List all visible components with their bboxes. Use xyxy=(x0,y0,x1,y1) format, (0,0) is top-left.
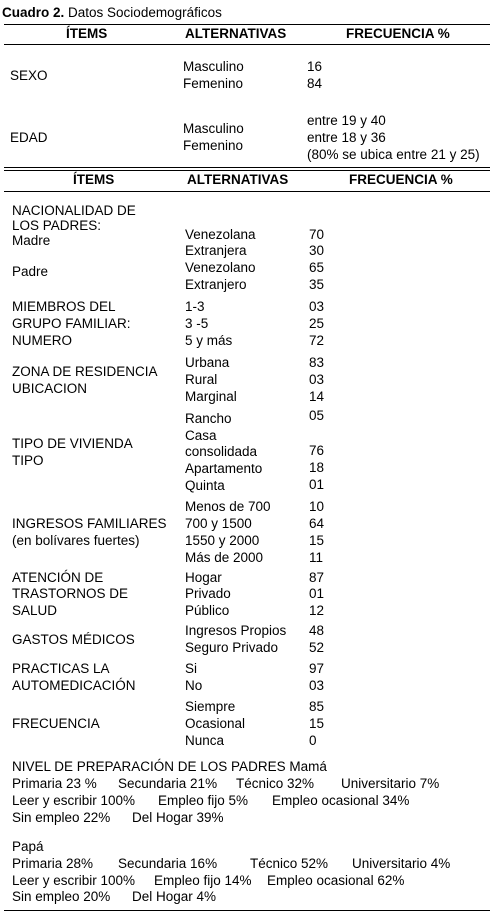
papa-sin-empleo: Sin empleo 20% xyxy=(12,889,111,904)
atencion-freq-2: 01 xyxy=(309,586,325,601)
practicas-freq-2: 03 xyxy=(309,678,325,693)
atencion-label-3: SALUD xyxy=(12,603,58,618)
edad-label: EDAD xyxy=(10,130,48,145)
mama-empleo-ocasional: Empleo ocasional 34% xyxy=(272,793,410,808)
papa-empleo-ocasional: Empleo ocasional 62% xyxy=(267,873,405,888)
papa-tecnico: Técnico 52% xyxy=(250,856,329,871)
zona-freq-1: 83 xyxy=(309,355,325,370)
ingresos-freq-1: 10 xyxy=(309,499,325,514)
nac-freq-2: 30 xyxy=(309,243,325,258)
mama-universitario: Universitario 7% xyxy=(341,776,440,791)
gastos-freq-1: 48 xyxy=(309,623,325,638)
zona-label-2: UBICACION xyxy=(12,381,88,396)
ingresos-freq-2: 64 xyxy=(309,516,325,531)
practicas-label-1: PRACTICAS LA xyxy=(12,661,110,676)
ingresos-label-2: (en bolívares fuertes) xyxy=(12,533,140,548)
practicas-alt-2: No xyxy=(185,678,203,693)
mama-primaria: Primaria 23 % xyxy=(12,776,97,791)
edad-alt-1: Masculino xyxy=(183,121,244,136)
mama-tecnico: Técnico 32% xyxy=(236,776,315,791)
nac-alt-2: Extranjera xyxy=(185,243,247,258)
practicas-label-2: AUTOMEDICACIÓN xyxy=(12,678,136,693)
papa-universitario: Universitario 4% xyxy=(352,856,451,871)
miembros-alt-3: 5 y más xyxy=(185,333,233,348)
rule-top xyxy=(4,24,490,25)
vivienda-freq-1: 05 xyxy=(309,408,325,423)
caption-label: Cuadro 2. xyxy=(2,5,65,20)
frecuencia-alt-3: Nunca xyxy=(185,733,225,748)
atencion-alt-2: Privado xyxy=(185,586,231,601)
sexo-freq-2: 84 xyxy=(307,76,323,91)
miembros-alt-2: 3 -5 xyxy=(185,316,209,331)
header1-frequency: FRECUENCIA % xyxy=(346,26,450,41)
vivienda-alt-3: consolidada xyxy=(185,444,258,459)
sexo-label: SEXO xyxy=(10,68,48,83)
zona-alt-2: Rural xyxy=(185,372,218,387)
papa-primaria: Primaria 28% xyxy=(12,856,94,871)
vivienda-freq-2: 76 xyxy=(309,443,325,458)
frecuencia-label: FRECUENCIA xyxy=(12,716,100,731)
caption-title: Datos Sociodemográficos xyxy=(68,5,222,20)
atencion-freq-1: 87 xyxy=(309,570,325,585)
miembros-label-2: GRUPO FAMILIAR: xyxy=(12,316,131,331)
frecuencia-freq-2: 15 xyxy=(309,716,325,731)
papa-label: Papá xyxy=(12,839,44,854)
mama-leer: Leer y escribir 100% xyxy=(12,793,136,808)
mama-hogar: Del Hogar 39% xyxy=(132,810,224,825)
header2-alternatives: ALTERNATIVAS xyxy=(187,172,289,187)
sexo-alt-2: Femenino xyxy=(183,76,244,91)
table-caption xyxy=(2,5,222,21)
gastos-alt-1: Ingresos Propios xyxy=(185,623,287,638)
atencion-label-1: ATENCIÓN DE xyxy=(12,570,104,585)
edad-freq-3: (80% se ubica entre 21 y 25) xyxy=(307,147,480,162)
atencion-label-2: TRASTORNOS DE xyxy=(12,586,129,601)
vivienda-alt-5: Quinta xyxy=(185,478,225,493)
rule-section-break-a xyxy=(4,167,490,168)
nac-alt-1: Venezolana xyxy=(185,227,256,242)
gastos-label: GASTOS MÉDICOS xyxy=(12,632,135,647)
miembros-freq-3: 72 xyxy=(309,333,325,348)
edad-freq-1: entre 19 y 40 xyxy=(307,113,386,128)
zona-label-1: ZONA DE RESIDENCIA xyxy=(12,364,158,379)
atencion-freq-3: 12 xyxy=(309,603,325,618)
header1-items: ÍTEMS xyxy=(66,26,108,41)
header1-alternatives: ALTERNATIVAS xyxy=(185,26,287,41)
vivienda-freq-4: 01 xyxy=(309,477,325,492)
padre-alt-2: Extranjero xyxy=(185,277,247,292)
padre-alt-1: Venezolano xyxy=(185,260,256,275)
frecuencia-alt-1: Siempre xyxy=(185,699,236,714)
zona-freq-2: 03 xyxy=(309,372,325,387)
ingresos-label-1: INGRESOS FAMILIARES xyxy=(12,516,167,531)
sexo-alt-1: Masculino xyxy=(183,59,244,74)
gastos-alt-2: Seguro Privado xyxy=(185,640,279,655)
nac-label-3: Madre xyxy=(12,233,51,248)
miembros-label-3: NUMERO xyxy=(12,333,72,348)
frecuencia-alt-2: Ocasional xyxy=(185,716,246,731)
rule-header1 xyxy=(4,44,490,45)
ingresos-alt-4: Más de 2000 xyxy=(185,550,264,565)
zona-alt-1: Urbana xyxy=(185,355,230,370)
edad-freq-2: entre 18 y 36 xyxy=(307,130,386,145)
vivienda-alt-1: Rancho xyxy=(185,411,232,426)
mama-empleo-fijo: Empleo fijo 5% xyxy=(158,793,249,808)
vivienda-label-1: TIPO DE VIVIENDA xyxy=(12,436,133,451)
vivienda-alt-4: Apartamento xyxy=(185,461,263,476)
miembros-freq-2: 25 xyxy=(309,316,325,331)
vivienda-alt-2: Casa xyxy=(185,428,217,443)
atencion-alt-1: Hogar xyxy=(185,570,222,585)
header2-items: ÍTEMS xyxy=(73,172,115,187)
frecuencia-freq-1: 85 xyxy=(309,699,325,714)
papa-secundaria: Secundaria 16% xyxy=(118,856,218,871)
padre-label: Padre xyxy=(12,264,49,279)
miembros-freq-1: 03 xyxy=(309,299,325,314)
nac-label-1: NACIONALIDAD DE xyxy=(12,203,136,218)
zona-alt-3: Marginal xyxy=(185,389,237,404)
padre-freq-2: 35 xyxy=(309,277,325,292)
mama-secundaria: Secundaria 21% xyxy=(118,776,218,791)
nac-freq-1: 70 xyxy=(309,227,325,242)
mama-sin-empleo: Sin empleo 22% xyxy=(12,810,111,825)
ingresos-freq-3: 15 xyxy=(309,533,325,548)
atencion-alt-3: Público xyxy=(185,603,230,618)
papa-hogar: Del Hogar 4% xyxy=(132,889,217,904)
padre-freq-1: 65 xyxy=(309,260,325,275)
frecuencia-freq-3: 0 xyxy=(309,733,317,748)
nac-label-2: LOS PADRES: xyxy=(12,218,102,233)
ingresos-alt-2: 700 y 1500 xyxy=(185,516,252,531)
papa-empleo-fijo: Empleo fijo 14% xyxy=(154,873,252,888)
rule-bottom xyxy=(4,910,490,911)
ingresos-freq-4: 11 xyxy=(309,550,324,565)
rule-section-break-b xyxy=(4,170,490,171)
vivienda-label-2: TIPO xyxy=(12,453,44,468)
zona-freq-3: 14 xyxy=(309,389,325,404)
papa-leer: Leer y escribir 100% xyxy=(12,873,136,888)
notes-title: NIVEL DE PREPARACIÓN DE LOS PADRES Mamá xyxy=(12,759,327,774)
edad-alt-2: Femenino xyxy=(183,138,244,153)
sexo-freq-1: 16 xyxy=(307,59,323,74)
header2-frequency: FRECUENCIA % xyxy=(349,172,453,187)
miembros-alt-1: 1-3 xyxy=(185,299,205,314)
vivienda-freq-3: 18 xyxy=(309,460,325,475)
rule-header2 xyxy=(4,191,490,192)
practicas-alt-1: Si xyxy=(185,661,198,676)
ingresos-alt-1: Menos de 700 xyxy=(185,499,271,514)
practicas-freq-1: 97 xyxy=(309,661,325,676)
ingresos-alt-3: 1550 y 2000 xyxy=(185,533,260,548)
gastos-freq-2: 52 xyxy=(309,640,325,655)
miembros-label-1: MIEMBROS DEL xyxy=(12,299,116,314)
